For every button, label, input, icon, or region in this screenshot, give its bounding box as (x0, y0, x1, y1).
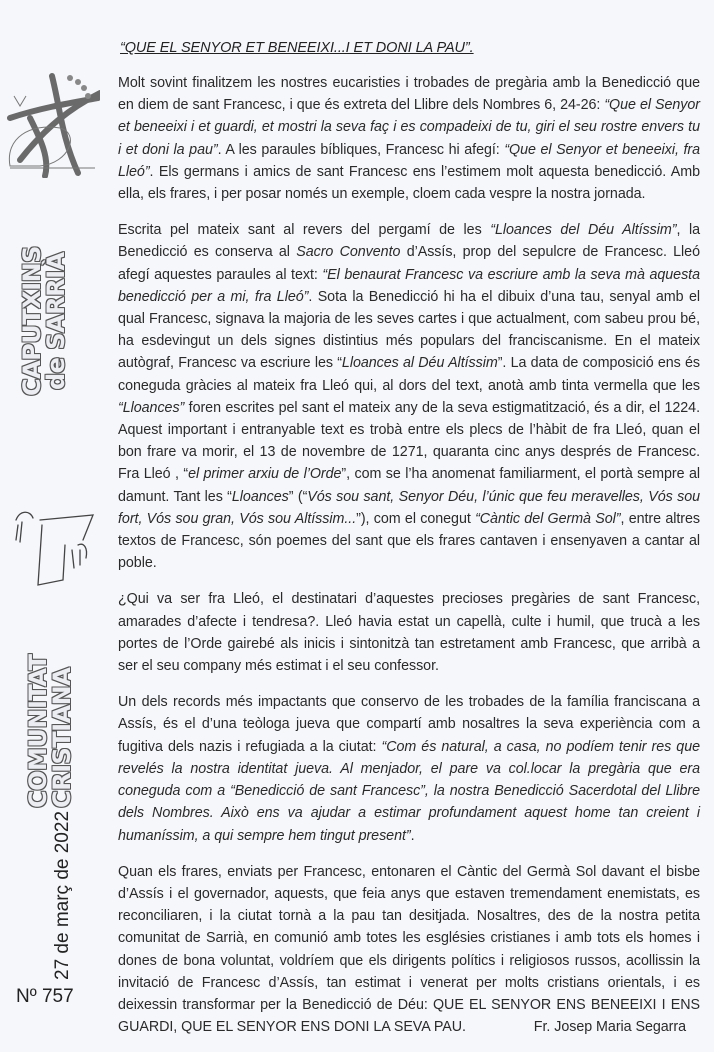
text-run: foren escrites pel sant el mateix any de la seva estigmatització, és a dir, el 1224. Aquest important i entranyable text es trobà entre els plecs de l’hàbit de fra Lleó, quan el bon frare va morir, el 13 de novembre de 1271, quaranta cinc anys després de Francesc. Fra Lleó , “ (118, 399, 700, 483)
capuxins-line1: CAPUTXINS (18, 246, 46, 396)
text-run: , entre altres textos de Francesc, són poemes del sant que els frares cantaven i ensenyaven a cantar al poble. (118, 510, 700, 572)
text-run: ”, com se l’ha anomenat familiarment, el portà sempre al damunt. Tant les “ (118, 466, 700, 505)
issue-number: Nº 757 (16, 986, 74, 1007)
paragraph-1 (118, 72, 700, 205)
text-run: . Els germans i amics de sant Francesc ens l’estimem molt aquesta benedicció. Amb ella, els frares, i per posar només un exemple, cloem cada vespre la nostra jornada. (118, 163, 700, 203)
italic-quote: “El benaurat Francesc va escriure amb la seva mà aquesta benedicció per a mi, fra Lleó” (118, 266, 701, 305)
italic-quote: “Càntic del Germà Sol” (475, 510, 621, 527)
italic-quote: el primer arxiu de l’Orde (188, 466, 342, 483)
comunitat-logo-text (26, 655, 74, 809)
italic-quote: “Com és natural, a casa, no podíem tenir res que revelés la nostra identitat jueva. Al menjador, el pare va col.locar la pregària que era coneguda com a “Benedicció de sant Francesc”, la nostra Benedicció Sacerdotal del Llibre dels Nombres. Això ens va ajudar a estimar profundament aquest home tan creient i humaníssim, a qui sempre hem tingut present” (118, 738, 700, 844)
text-run: Escrita pel mateix sant al revers del pergamí de les (118, 222, 491, 239)
author-signature: Fr. Josep Maria Segarra (533, 1019, 686, 1036)
text-run: , la Benedicció es conserva al (118, 222, 701, 261)
italic-quote: “Lloances” (118, 399, 185, 416)
comunitat-line2: CRISTIANA (48, 667, 76, 808)
tau-drawing-icon (8, 500, 108, 590)
paragraph-3 (118, 588, 700, 677)
capuxins-line2: de SARRIÀ (42, 252, 70, 390)
text-run: ”), com el conegut (356, 510, 476, 527)
italic-quote: “Lloances del Déu Altíssim” (490, 222, 677, 239)
italic-quote: “Que el Senyor et beneeixi, fra Lleó” (118, 141, 701, 180)
text-run: Un dels records més impactants que conservo de les trobades de la família franciscana a Assís, és el d’una teòloga jueva que compartí amb nosaltres la seva experiència com a fugitiva dels nazis i refugiada a la ciutat: (118, 694, 700, 755)
text-run: Molt sovint finalitzem les nostres eucaristies i trobades de pregària amb la Benedicció que en diem de sant Francesc, i que és extreta del Llibre dels Nombres 6, 24-26: (118, 75, 700, 114)
article-body (118, 72, 700, 1052)
text-run: d’Assís, prop del sepulcre de Francesc. Lleó afegí aquestes paraules al text: (118, 244, 700, 283)
paragraph-5 (118, 861, 700, 1039)
italic-quote: Lloances al Déu Altíssim (341, 355, 498, 372)
paragraph-4 (118, 691, 700, 846)
page-title: “QUE EL SENYOR ET BENEEIXI...I ET DONI LA PAU”. (120, 40, 474, 56)
text-run: . (410, 827, 415, 844)
text-run: Quan els frares, enviats per Francesc, entonaren el Càntic del Germà Sol davant el bisbe d’Assís i el governador, aquests, que feia anys que estaven tremendament enemistats, es reconciliaren, i la ciutat tornà a la pau tan desitjada. Nosaltres, des de la nostra petita comunitat de Sarrià, en comunió amb totes les esglésies cristianes i amb tots els homes i dones de bona voluntat, voldríem que els dirigents polítics i religiosos russos, acollissin la invitació de Francesc d’Assís, tan estimat i venerat per molts cristians orientals, i es deixessin transformar per la Benedicció de Déu: QUE EL SENYOR ENS BENEEIXI I ENS GUARDI, QUE EL SENYOR ENS DONI LA SEVA PAU. (118, 863, 700, 1036)
text-run: . A les paraules bíbliques, Francesc hi afegí: (217, 141, 505, 158)
text-run: ” (“ (288, 488, 308, 505)
italic-quote: “Que el Senyor et beneeixi i et guardi, et mostri la seva faç i es compadeixi de tu, giri el seu rostre envers tu i et doni la pau” (118, 97, 700, 158)
italic-quote: Sacro Convento (296, 244, 401, 261)
text-run: ¿Qui va ser fra Lleó, el destinatari d’aquestes precioses pregàries de sant Francesc, amarades d’afecte i tendresa?. Lleó havia estat un capellà, culte i humil, que trucà a les portes de l’Orde gairebé als inicis i sintonitzà tan estretament amb Francesc, que arribà a ser el seu company més estimat i el seu confessor. (118, 591, 700, 675)
capuxins-logo-text (20, 246, 68, 396)
issue-date: 27 de març de 2022 (52, 810, 73, 980)
paragraph-2 (118, 219, 700, 574)
text-run: . Sota la Benedicció hi ha el dibuix d’una tau, senyal amb el qual Francesc, signava la majoria de les seves cartes i que actualment, com sabeu prou bé, ha esdevingut un dels signes distintius més populars del franciscanisme. En el mateix autògraf, Francesc va escriure les “ (118, 288, 700, 372)
italic-quote: Vós sou sant, Senyor Déu, l’únic que feu meravelles, Vós sou fort, Vós sou gran, Vós sou Altíssim... (118, 488, 700, 527)
text-run: ”. La data de composició ens és coneguda gràcies al mateix fra Lleó qui, al dors del text, anotà amb tinta vermella que les (118, 355, 700, 394)
comunitat-line1: COMUNITAT (24, 654, 52, 808)
italic-quote: Lloances (231, 488, 289, 505)
capuchin-cross-logo-icon (0, 68, 100, 178)
left-margin-decorations (0, 0, 110, 1024)
